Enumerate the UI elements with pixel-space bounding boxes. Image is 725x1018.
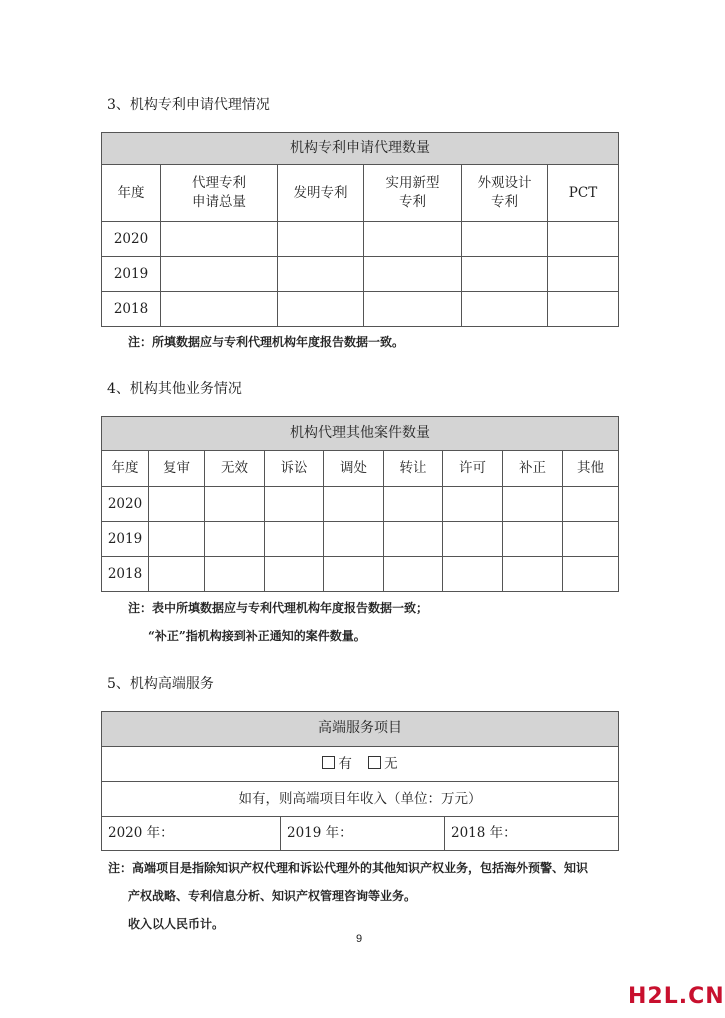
input-cell[interactable]	[563, 487, 619, 522]
col-header-correction: 补正	[503, 451, 563, 487]
col-header-invention: 发明专利	[278, 165, 364, 222]
section-5-note-2: 产权战略、专利信息分析、知识产权管理咨询等业务。	[128, 889, 417, 903]
section-5-note-1: 注：高端项目是指除知识产权代理和诉讼代理外的其他知识产权业务，包括海外预警、知识	[108, 861, 589, 875]
input-cell[interactable]	[364, 292, 462, 327]
table-title: 高端服务项目	[102, 712, 619, 747]
page-number: 9	[356, 933, 363, 945]
section-5-note-3: 收入以人民币计。	[128, 917, 225, 931]
input-cell[interactable]	[278, 292, 364, 327]
input-cell[interactable]	[265, 557, 324, 592]
col-header-license: 许可	[443, 451, 503, 487]
input-cell[interactable]	[161, 292, 278, 327]
income-2019-cell[interactable]: 2019 年：	[281, 817, 445, 851]
input-cell[interactable]	[324, 522, 384, 557]
input-cell[interactable]	[462, 222, 548, 257]
col-header-pct: PCT	[548, 165, 619, 222]
input-cell[interactable]	[205, 557, 265, 592]
col-header-utility: 实用新型 专利	[364, 165, 462, 222]
col-header-year: 年度	[102, 165, 161, 222]
table-title: 机构代理其他案件数量	[102, 417, 619, 451]
other-business-table	[101, 416, 619, 592]
input-cell[interactable]	[364, 257, 462, 292]
year-cell: 2020	[102, 222, 161, 257]
checkbox-yes[interactable]	[322, 756, 335, 769]
section-4-note-2: “补正”指机构接到补正通知的案件数量。	[148, 629, 366, 643]
high-end-service-table	[101, 711, 619, 851]
option-yes-label: 有	[338, 755, 352, 772]
section-3-heading: 3、机构专利申请代理情况	[107, 97, 270, 113]
table-row	[102, 292, 619, 327]
input-cell[interactable]	[548, 257, 619, 292]
section-5-heading: 5、机构高端服务	[107, 676, 214, 692]
input-cell[interactable]	[462, 257, 548, 292]
input-cell[interactable]	[364, 222, 462, 257]
input-cell[interactable]	[503, 522, 563, 557]
input-cell[interactable]	[384, 487, 443, 522]
col-header-transfer: 转让	[384, 451, 443, 487]
col-header-other: 其他	[563, 451, 619, 487]
input-cell[interactable]	[205, 487, 265, 522]
input-cell[interactable]	[265, 487, 324, 522]
table-title: 机构专利申请代理数量	[102, 133, 619, 165]
input-cell[interactable]	[462, 292, 548, 327]
input-cell[interactable]	[548, 222, 619, 257]
input-cell[interactable]	[149, 557, 205, 592]
col-header-litigation: 诉讼	[265, 451, 324, 487]
input-cell[interactable]	[443, 487, 503, 522]
input-cell[interactable]	[265, 522, 324, 557]
table-row	[102, 222, 619, 257]
input-cell[interactable]	[161, 222, 278, 257]
col-header-reexam: 复审	[149, 451, 205, 487]
option-row	[102, 747, 619, 782]
table-row	[102, 487, 619, 522]
input-cell[interactable]	[443, 522, 503, 557]
year-cell: 2018	[102, 557, 149, 592]
checkbox-no[interactable]	[368, 756, 381, 769]
input-cell[interactable]	[384, 557, 443, 592]
income-label: 如有，则高端项目年收入（单位：万元）	[102, 782, 619, 817]
col-header-invalidation: 无效	[205, 451, 265, 487]
input-cell[interactable]	[503, 487, 563, 522]
col-header-design: 外观设计 专利	[462, 165, 548, 222]
col-header-total: 代理专利 申请总量	[161, 165, 278, 222]
year-cell: 2018	[102, 292, 161, 327]
section-4-note-1: 注：表中所填数据应与专利代理机构年度报告数据一致；	[128, 601, 429, 615]
col-header-year: 年度	[102, 451, 149, 487]
site-watermark: H2L.CN	[628, 984, 725, 1009]
year-cell: 2019	[102, 257, 161, 292]
col-header-mediation: 调处	[324, 451, 384, 487]
input-cell[interactable]	[278, 257, 364, 292]
input-cell[interactable]	[548, 292, 619, 327]
table-row	[102, 522, 619, 557]
input-cell[interactable]	[503, 557, 563, 592]
table-row	[102, 557, 619, 592]
input-cell[interactable]	[149, 522, 205, 557]
year-cell: 2019	[102, 522, 149, 557]
input-cell[interactable]	[324, 557, 384, 592]
input-cell[interactable]	[324, 487, 384, 522]
option-no-label: 无	[384, 755, 398, 772]
table-row	[102, 257, 619, 292]
section-3-note: 注：所填数据应与专利代理机构年度报告数据一致。	[128, 335, 405, 349]
table-row	[102, 817, 619, 851]
year-cell: 2020	[102, 487, 149, 522]
input-cell[interactable]	[443, 557, 503, 592]
section-4-heading: 4、机构其他业务情况	[107, 381, 242, 397]
input-cell[interactable]	[563, 522, 619, 557]
patent-agency-table	[101, 132, 619, 327]
income-2018-cell[interactable]: 2018 年：	[445, 817, 619, 851]
input-cell[interactable]	[563, 557, 619, 592]
input-cell[interactable]	[205, 522, 265, 557]
input-cell[interactable]	[149, 487, 205, 522]
input-cell[interactable]	[161, 257, 278, 292]
input-cell[interactable]	[384, 522, 443, 557]
input-cell[interactable]	[278, 222, 364, 257]
income-2020-cell[interactable]: 2020 年：	[102, 817, 281, 851]
